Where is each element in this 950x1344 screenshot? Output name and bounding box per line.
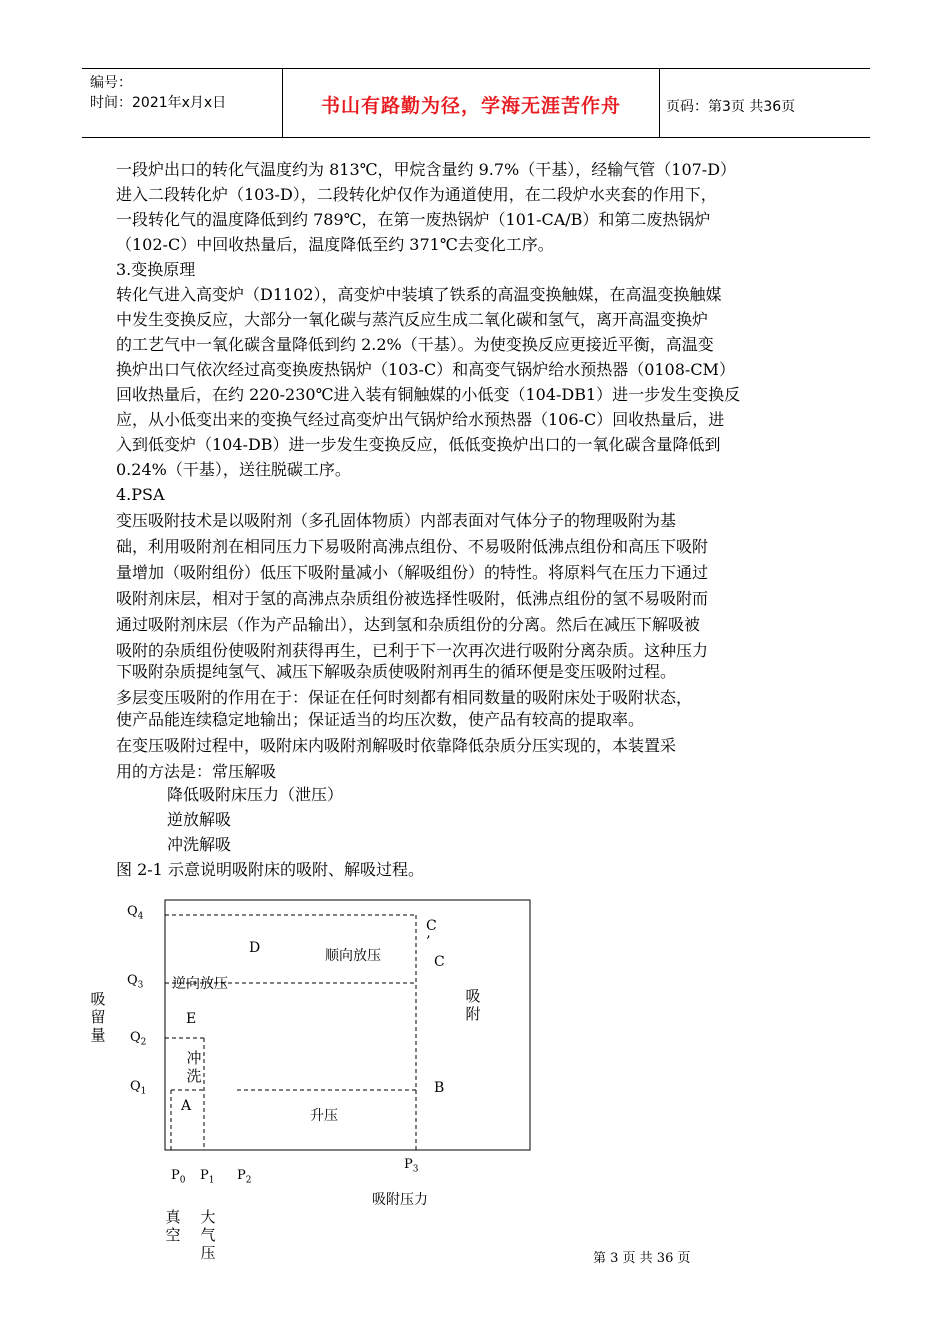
text-line: 0.24%（干基），送往脱碳工序。 xyxy=(116,460,351,479)
forward-depressurize-label: 顺向放压 xyxy=(325,948,381,964)
point-c-label: C xyxy=(434,954,445,970)
pressurize-label: 升压 xyxy=(310,1108,338,1124)
text-line: 础，利用吸附剂在相同压力下易吸附高沸点组份、不易吸附低沸点组份和高压下吸附 xyxy=(116,537,709,556)
vacuum-label: 真 空 xyxy=(165,1208,181,1244)
figure-caption: 图 2-1 示意说明吸附床的吸附、解吸过程。 xyxy=(116,860,424,879)
text-line: 使产品能连续稳定地输出；保证适当的均压次数，使产品有较高的提取率。 xyxy=(116,710,645,729)
text-line: 吸附的杂质组份使吸附剂获得再生，已利于下一次再次进行吸附分离杂质。这种压力 xyxy=(116,641,709,660)
text-line: 吸附剂床层，相对于氢的高沸点杂质组份被选择性吸附，低沸点组份的氢不易吸附而 xyxy=(116,589,709,608)
document-time-label: 时间：2021年x月x日 xyxy=(90,95,227,111)
point-a-label: A xyxy=(181,1098,192,1114)
header-page-number: 页码：第3页 共36页 xyxy=(666,99,796,115)
text-line: 变压吸附技术是以吸附剂（多孔固体物质）内部表面对气体分子的物理吸附为基 xyxy=(116,511,677,530)
text-line: 入到低变炉（104-DB）进一步发生变换反应，低低变换炉出口的一氧化碳含量降低到 xyxy=(116,435,721,454)
section-heading: 3.变换原理 xyxy=(116,260,196,279)
text-line: 在变压吸附过程中，吸附床内吸附剂解吸时依靠降低杂质分压实现的，本装置采 xyxy=(116,736,677,755)
tick-p2: $P_2$ xyxy=(237,1168,252,1186)
point-d-label: D xyxy=(249,940,261,956)
tick-q4: $Q_4$ xyxy=(127,904,144,922)
method-item: 降低吸附床压力（泄压） xyxy=(167,785,344,804)
diagram-frame xyxy=(165,900,530,1150)
text-line: 回收热量后，在约 220-230℃进入装有铜触媒的小低变（104-DB1）进一步发生变换反 xyxy=(116,385,741,404)
document-number-label: 编号： xyxy=(90,75,132,91)
text-line: 转化气进入高变炉（D1102），高变炉中装填了铁系的高温变换触媒，在高温变换触媒 xyxy=(116,285,722,304)
reverse-depressurize-label: 逆向放压 xyxy=(172,976,228,992)
tick-q1: $Q_1$ xyxy=(130,1079,147,1097)
text-line: （102-C）中回收热量后，温度降低至约 371℃去变化工序。 xyxy=(116,235,554,254)
text-line: 多层变压吸附的作用在于：保证在任何时刻都有相同数量的吸附床处于吸附状态， xyxy=(116,688,693,707)
method-item: 冲洗解吸 xyxy=(167,835,232,854)
text-line: 一段炉出口的转化气温度约为 813℃，甲烷含量约 9.7%（干基），经输气管（107-D） xyxy=(116,160,737,179)
text-line: 的工艺气中一氧化碳含量降低到约 2.2%（干基）。为使变换反应更接近平衡，高温变 xyxy=(116,335,714,354)
text-line: 应，从小低变出来的变换气经过高变炉出气锅炉给水预热器（106-C）回收热量后，进 xyxy=(116,410,725,429)
page-footer: 第 3 页 共 36 页 xyxy=(593,1251,691,1266)
tick-p3: $P_3$ xyxy=(404,1157,419,1175)
tick-p0: $P_0$ xyxy=(171,1168,186,1186)
text-line: 一段转化气的温度降低到约 789℃，在第一废热锅炉（101-CA/B）和第二废热锅炉 xyxy=(116,210,711,229)
method-item: 逆放解吸 xyxy=(167,810,232,829)
text-line: 进入二段转化炉（103-D），二段转化炉仅作为通道使用，在二段炉水夹套的作用下， xyxy=(116,185,717,204)
point-c-prime-label: C ’ xyxy=(426,918,437,950)
text-line: 通过吸附剂床层（作为产品输出），达到氢和杂质组份的分离。然后在减压下解吸被 xyxy=(116,615,701,634)
header-motto: 书山有路勤为径，学海无涯苦作舟 xyxy=(320,95,621,117)
point-b-label: B xyxy=(434,1080,445,1096)
purge-label: 冲 洗 xyxy=(186,1049,202,1085)
atmospheric-pressure-label: 大 气 压 xyxy=(200,1208,216,1262)
tick-p1: $P_1$ xyxy=(200,1168,215,1186)
y-axis-label: 吸 留 量 xyxy=(90,990,106,1044)
text-line: 中发生变换反应，大部分一氧化碳与蒸汽反应生成二氧化碳和氢气，离开高温变换炉 xyxy=(116,310,709,329)
adsorption-label: 吸 附 xyxy=(465,987,481,1023)
x-axis-label: 吸附压力 xyxy=(372,1192,428,1208)
text-line: 下吸附杂质提纯氢气、减压下解吸杂质使吸附剂再生的循环便是变压吸附过程。 xyxy=(116,662,677,681)
text-line: 用的方法是：常压解吸 xyxy=(116,762,277,781)
tick-q3: $Q_3$ xyxy=(127,973,144,991)
section-heading: 4.PSA xyxy=(116,485,165,504)
text-line: 换炉出口气依次经过高变换废热锅炉（103-C）和高变气锅炉给水预热器（0108-CM） xyxy=(116,360,735,379)
tick-q2: $Q_2$ xyxy=(130,1030,147,1048)
text-line: 量增加（吸附组份）低压下吸附量减小（解吸组份）的特性。将原料气在压力下通过 xyxy=(116,563,709,582)
point-e-label: E xyxy=(186,1011,197,1027)
